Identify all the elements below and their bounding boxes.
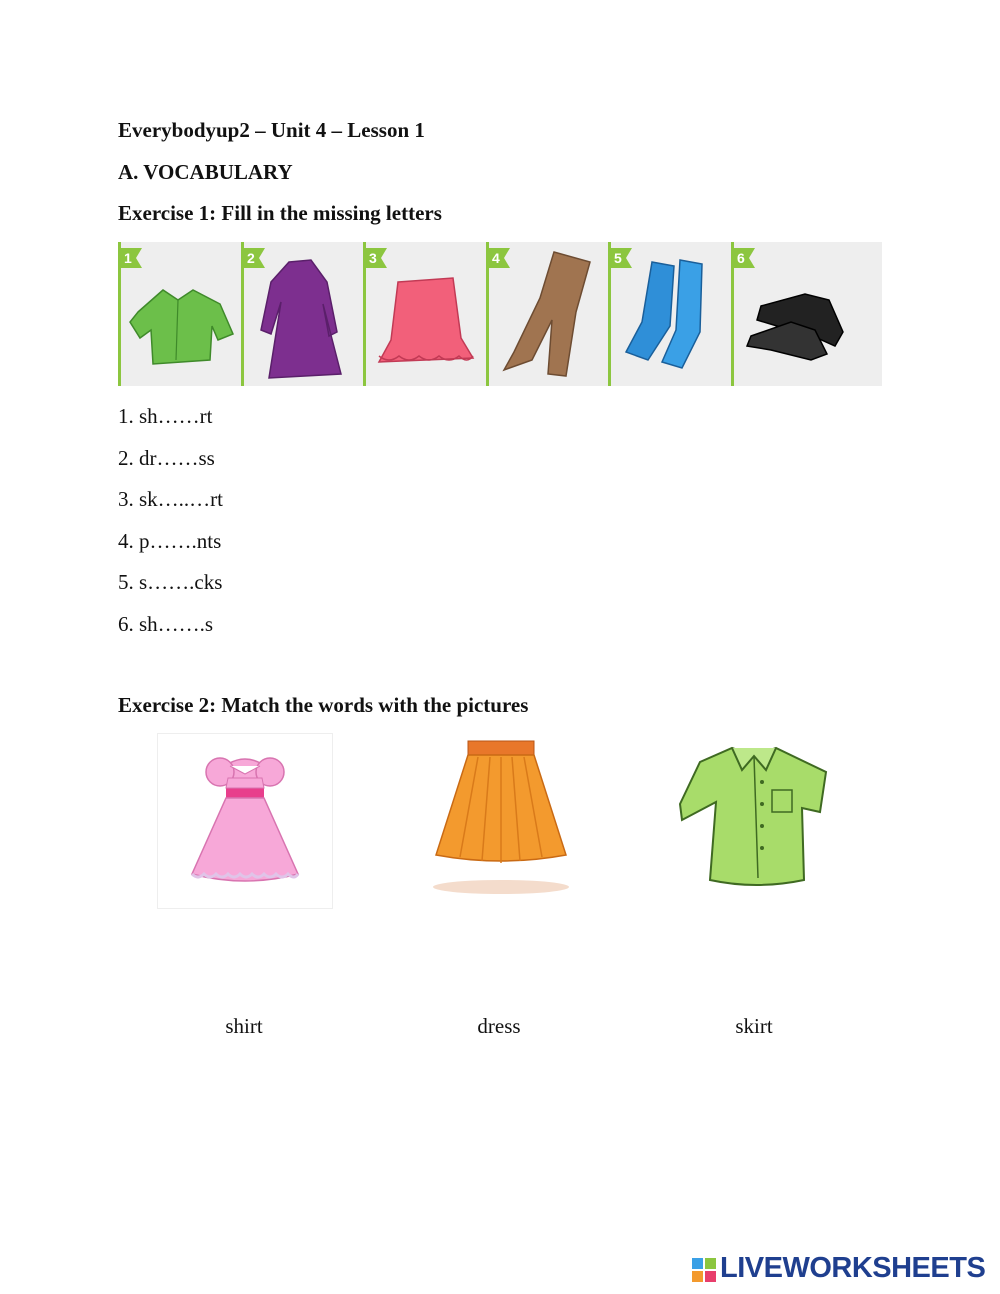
fill-item-3[interactable]: 3. sk…..…rt bbox=[118, 487, 223, 511]
section-title: A. VOCABULARY bbox=[118, 160, 293, 184]
liveworksheets-brand: LIVEWORKSHEETS bbox=[720, 1252, 986, 1284]
exercise2-heading: Exercise 2: Match the words with the pictures bbox=[118, 693, 529, 717]
panel-number: 4 bbox=[492, 250, 500, 266]
panel-dress bbox=[241, 242, 362, 386]
page-title: Everybodyup2 – Unit 4 – Lesson 1 bbox=[118, 118, 425, 142]
panel-skirt bbox=[363, 242, 484, 386]
panel-shirt bbox=[118, 242, 239, 386]
fill-item-4[interactable]: 4. p…….nts bbox=[118, 529, 222, 553]
skirt-picture[interactable] bbox=[416, 735, 586, 900]
exercise1-heading: Exercise 1: Fill in the missing letters bbox=[118, 201, 442, 225]
fill-item-1[interactable]: 1. sh……rt bbox=[118, 404, 213, 428]
liveworksheets-logo-icon bbox=[692, 1255, 718, 1285]
panel-number: 2 bbox=[247, 250, 255, 266]
fill-item-6[interactable]: 6. sh…….s bbox=[118, 612, 214, 636]
match-word-skirt[interactable]: skirt bbox=[735, 1014, 773, 1038]
panel-number: 1 bbox=[124, 250, 132, 266]
panel-pants bbox=[486, 242, 607, 386]
panel-socks bbox=[608, 242, 729, 386]
fill-item-5[interactable]: 5. s…….cks bbox=[118, 570, 223, 594]
fill-item-2[interactable]: 2. dr……ss bbox=[118, 446, 215, 470]
dress-picture[interactable] bbox=[157, 733, 333, 909]
panel-shoes bbox=[731, 242, 852, 386]
match-word-shirt[interactable]: shirt bbox=[225, 1014, 263, 1038]
clothing-picture-strip bbox=[118, 242, 882, 386]
panel-number: 6 bbox=[737, 250, 745, 266]
panel-number: 3 bbox=[369, 250, 377, 266]
match-word-dress[interactable]: dress bbox=[477, 1014, 521, 1038]
shirt-picture[interactable] bbox=[676, 742, 832, 890]
panel-number: 5 bbox=[614, 250, 622, 266]
